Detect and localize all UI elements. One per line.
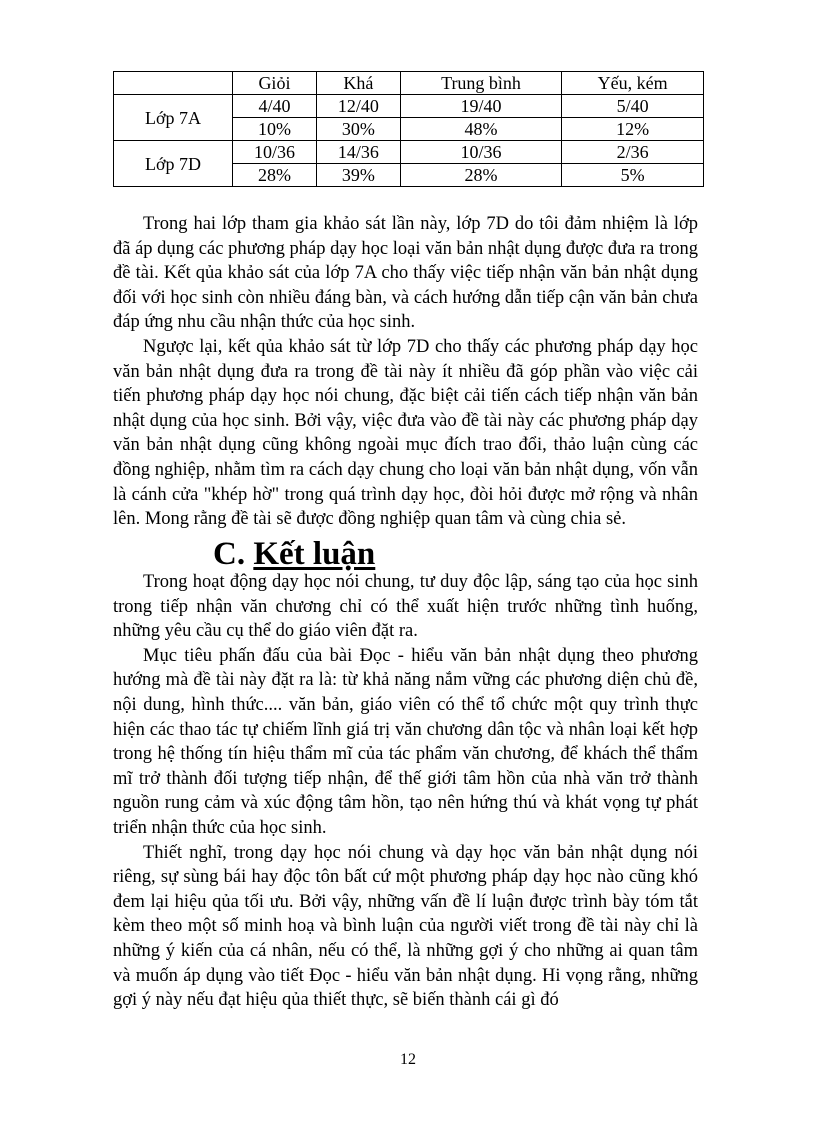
table-cell: 39%	[316, 164, 400, 187]
class-name-cell: Lớp 7A	[114, 95, 233, 141]
body-text-before-heading	[113, 212, 698, 532]
paragraph: Trong hoạt động dạy học nói chung, tư duy độc lập, sáng tạo của học sinh trong tiếp nhận văn chương chỉ có thể xuất hiện trước những tình huống, những yêu cầu cụ thể do giáo viên đặt ra.	[113, 572, 698, 642]
table-row	[114, 95, 704, 118]
survey-results-table	[113, 71, 704, 187]
table-header-cell: Khá	[316, 72, 400, 95]
table-cell: 10/36	[233, 141, 317, 164]
table-cell: 28%	[400, 164, 561, 187]
table-cell: 14/36	[316, 141, 400, 164]
table-cell: 10/36	[400, 141, 561, 164]
table-cell: 5%	[562, 164, 704, 187]
section-heading	[213, 534, 375, 574]
table-header-cell	[114, 72, 233, 95]
paragraph: Ngược lại, kết qủa khảo sát từ lớp 7D cho thấy các phương pháp dạy học văn bản nhật dụng đưa ra trong đề tài này ít nhiều đã góp phần vào việc cải tiến phương pháp dạy học nói chung, đặc biệt cải tiến cách tiếp nhận văn bản nhật dụng của học sinh. Bởi vậy, việc đưa vào đề tài này các phương pháp dạy văn bản nhật dụng cũng không ngoài mục đích trao đổi, thảo luận cùng các đồng nghiệp, nhằm tìm ra cách dạy chung cho loại văn bản nhật dụng, vốn vẫn là cánh cửa "khép hờ" trong quá trình dạy học, đòi hỏi được mở rộng và nhân lên. Mong rằng đề tài sẽ được đồng nghiệp quan tâm và cùng chia sẻ.	[113, 336, 698, 530]
table-cell: 19/40	[400, 95, 561, 118]
table-row	[114, 141, 704, 164]
paragraph: Trong hai lớp tham gia khảo sát lần này, lớp 7D do tôi đảm nhiệm là lớp đã áp dụng các phương pháp dạy học loại văn bản nhật dụng được đưa ra trong đề tài. Kết qủa khảo sát của lớp 7A cho thấy việc tiếp nhận văn bản nhật dụng đối với học sinh còn nhiều đáng bàn, và cách hướng dẫn tiếp cận văn bản chưa đáp ứng nhu cầu nhận thức của học sinh.	[113, 214, 698, 333]
table-cell: 2/36	[562, 141, 704, 164]
class-name-cell: Lớp 7D	[114, 141, 233, 187]
paragraph: Thiết nghĩ, trong dạy học nói chung và dạy học văn bản nhật dụng nói riêng, sự sùng bái hay độc tôn bất cứ một phương pháp dạy học nào cũng khó đem lại hiệu qủa tối ưu. Bởi vậy, những vấn đề lí luận được trình bày tóm tắt kèm theo một số minh hoạ và bình luận của người viết trong đề tài này chỉ là những ý kiến của cá nhân, nếu có thể, là những gợi ý cho những ai quan tâm và muốn áp dụng vào tiết Đọc - hiểu văn bản nhật dụng. Hi vọng rằng, những gợi ý này nếu đạt hiệu qủa thiết thực, sẽ biến thành cái gì đó	[113, 842, 698, 1011]
table-cell: 10%	[233, 118, 317, 141]
table-cell: 12%	[562, 118, 704, 141]
paragraph: Mục tiêu phấn đấu của bài Đọc - hiểu văn bản nhật dụng theo phương hướng mà đề tài này đặt ra là: từ khả năng nắm vững các phương diện chủ đề, nội dung, hình thức.... văn bản, giáo viên có thể tổ chức một quy trình thực hiện các thao tác tự chiếm lĩnh giá trị văn chương dân tộc và nhân loại kết hợp trong hệ thống tín hiệu thẩm mĩ của tác phẩm văn chương, để khách thể thẩm mĩ trở thành đối tượng tiếp nhận, để thế giới tâm hồn của nhà văn trở thành nguồn rung cảm và xúc động tâm hồn, tạo nên hứng thú và khát vọng tự phát triển nhận thức của học sinh.	[113, 645, 698, 838]
table-cell: 30%	[316, 118, 400, 141]
table-cell: 48%	[400, 118, 561, 141]
table-header-cell: Trung bình	[400, 72, 561, 95]
section-number: C.	[213, 536, 246, 572]
table-cell: 28%	[233, 164, 317, 187]
table-header-cell: Yếu, kém	[562, 72, 704, 95]
table-cell: 12/40	[316, 95, 400, 118]
table-cell: 5/40	[562, 95, 704, 118]
table-cell: 4/40	[233, 95, 317, 118]
table-header-row	[114, 72, 704, 95]
body-text-conclusion	[113, 570, 698, 1013]
table-header-cell: Giỏi	[233, 72, 317, 95]
section-title: Kết luận	[253, 536, 376, 572]
page-number: 12	[400, 1051, 416, 1068]
